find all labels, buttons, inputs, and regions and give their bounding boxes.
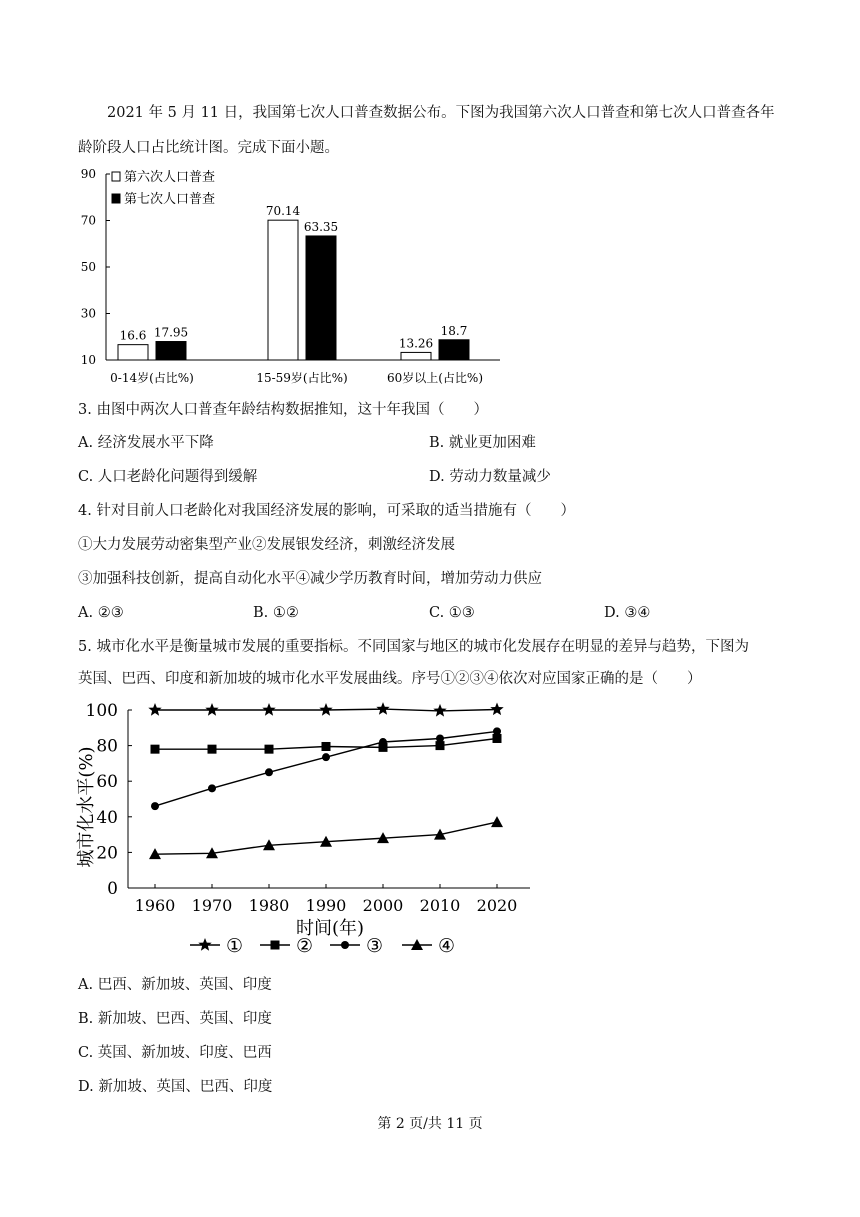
bar xyxy=(306,236,336,360)
legend-swatch xyxy=(112,194,120,203)
y-tick-label: 100 xyxy=(85,701,118,721)
q4-option-d: D. ③④ xyxy=(604,605,651,621)
q5-option-b: B. 新加坡、巴西、英国、印度 xyxy=(78,1011,272,1027)
bar-data-label: 16.6 xyxy=(119,328,147,343)
q5-option-d: D. 新加坡、英国、巴西、印度 xyxy=(78,1079,273,1095)
q3-option-b: B. 就业更加困难 xyxy=(429,435,536,451)
x-tick-label: 2000 xyxy=(362,896,404,915)
bar xyxy=(118,345,148,360)
q5-option-c: C. 英国、新加坡、印度、巴西 xyxy=(78,1045,272,1061)
bar xyxy=(268,220,298,360)
urbanization-line-chart xyxy=(72,695,542,965)
data-point-square xyxy=(151,745,160,754)
bar-data-label: 17.95 xyxy=(153,325,189,340)
legend-label: ③ xyxy=(366,935,384,957)
y-tick-label: 60 xyxy=(96,772,118,793)
bar-data-label: 63.35 xyxy=(303,219,339,234)
data-point-circle xyxy=(379,738,387,746)
bar xyxy=(401,352,431,360)
q3-option-a: A. 经济发展水平下降 xyxy=(78,435,214,451)
bar-data-label: 13.26 xyxy=(398,336,434,351)
data-point-square xyxy=(265,745,274,754)
data-point-star xyxy=(262,703,275,716)
q4-stem: 4. 针对目前人口老龄化对我国经济发展的影响，可采取的适当措施有（ ） xyxy=(78,503,575,519)
x-tick-label: 2010 xyxy=(419,896,461,915)
y-tick-label: 90 xyxy=(80,167,96,181)
y-tick-label: 80 xyxy=(96,736,118,757)
data-point-star xyxy=(148,703,161,716)
y-tick-label: 50 xyxy=(80,260,96,274)
intro-paragraph: 2021 年 5 月 11 日，我国第七次人口普查数据公布。下图为我国第六次人口普查和第七次人口普查各年龄阶段人口占比统计图。完成下面小题。 xyxy=(78,105,775,156)
page-footer: 第 2 页/共 11 页 xyxy=(377,1116,483,1132)
q3-option-d: D. 劳动力数量减少 xyxy=(429,469,551,485)
data-point-circle xyxy=(493,727,501,735)
y-tick-label: 40 xyxy=(96,807,118,828)
q4-statement-line1: ①大力发展劳动密集型产业②发展银发经济，刺激经济发展 xyxy=(78,537,455,553)
data-point-star xyxy=(205,703,218,716)
y-tick-label: 70 xyxy=(80,213,96,228)
x-tick-label: 2020 xyxy=(476,896,518,915)
q5-stem-line1: 5. 城市化水平是衡量城市发展的重要指标。不同国家与地区的城市化发展存在明显的差异与趋势，下图为 xyxy=(78,639,749,655)
q5-option-a: A. 巴西、新加坡、英国、印度 xyxy=(78,977,272,993)
y-tick-label: 10 xyxy=(80,353,96,367)
x-tick-label: 1980 xyxy=(248,896,290,915)
legend-swatch xyxy=(112,172,120,181)
bar-data-label: 70.14 xyxy=(265,204,301,219)
data-point-circle xyxy=(436,734,444,742)
y-axis-title: 城市化水平(%) xyxy=(76,746,97,868)
data-point-circle xyxy=(322,753,330,761)
data-point-circle xyxy=(265,768,273,776)
data-point-star xyxy=(490,703,503,716)
bar xyxy=(439,340,469,360)
x-tick-label: 1960 xyxy=(134,896,176,915)
x-tick-label: 1970 xyxy=(191,896,233,915)
legend-label: ① xyxy=(226,935,244,957)
q4-option-b: B. ①② xyxy=(253,605,299,621)
data-point-star xyxy=(433,704,446,717)
y-tick-label: 0 xyxy=(107,879,118,899)
age-structure-bar-chart xyxy=(70,162,510,394)
x-category-label: 15-59岁(占比%) xyxy=(256,371,348,385)
bar xyxy=(156,342,186,360)
q4-statement-line2: ③加强科技创新，提高自动化水平④减少学历教育时间，增加劳动力供应 xyxy=(78,571,542,587)
y-tick-label: 20 xyxy=(96,843,118,864)
data-point-star xyxy=(376,702,389,715)
data-point-star xyxy=(319,703,332,716)
data-point-square xyxy=(322,742,331,751)
q5-stem-line2: 英国、巴西、印度和新加坡的城市化水平发展曲线。序号①②③④依次对应国家正确的是（ ） xyxy=(78,671,702,687)
bar-data-label: 18.7 xyxy=(440,323,468,338)
data-point-circle xyxy=(341,941,349,949)
x-tick-label: 1990 xyxy=(305,896,347,915)
legend-label: 第六次人口普查 xyxy=(124,170,216,185)
data-point-square xyxy=(208,745,217,754)
legend-label: ④ xyxy=(438,935,456,957)
data-point-triangle xyxy=(491,816,503,827)
q4-option-a: A. ②③ xyxy=(78,605,124,621)
x-axis-title: 时间(年) xyxy=(295,918,365,939)
q4-option-c: C. ①③ xyxy=(429,605,475,621)
q3-option-c: C. 人口老龄化问题得到缓解 xyxy=(78,469,258,485)
legend-label: 第七次人口普查 xyxy=(124,192,216,207)
data-point-star xyxy=(198,938,211,951)
x-category-label: 0-14岁(占比%) xyxy=(110,371,194,385)
legend-label: ② xyxy=(296,935,314,957)
x-category-label: 60岁以上(占比%) xyxy=(386,371,484,385)
q3-stem: 3. 由图中两次人口普查年龄结构数据推知，这十年我国（ ） xyxy=(78,402,488,418)
data-point-square xyxy=(271,941,280,950)
data-point-circle xyxy=(151,802,159,810)
data-point-circle xyxy=(208,784,216,792)
y-tick-label: 30 xyxy=(80,306,96,321)
